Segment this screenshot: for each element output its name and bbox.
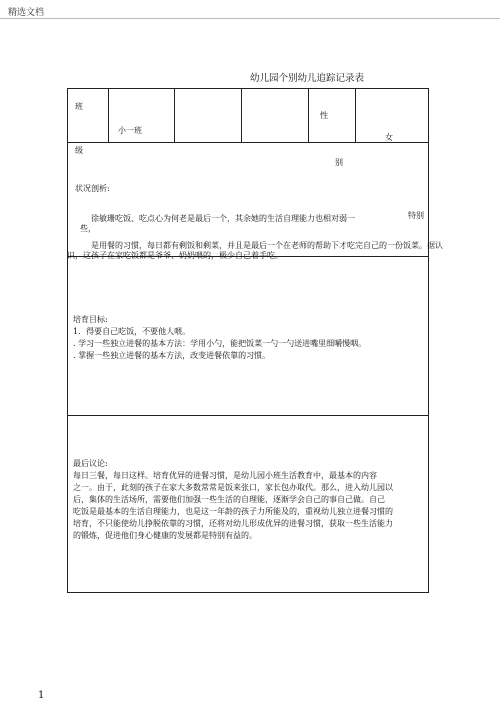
analysis-line-4: 识，这孩子在家吃饭都是爷爷、奶奶喂的，极少自己着手吃。 [67, 251, 283, 260]
class-value: 小一班 [118, 126, 142, 135]
goal-item: . 掌握一些独立进餐的基本方法，改变进餐依靠的习惯。 [73, 351, 271, 360]
info-row-col-3 [241, 88, 242, 142]
analysis-label: 状况剖析: [75, 184, 110, 193]
page-title: 幼儿园个别幼儿追踪记录表 [250, 73, 365, 84]
analysis-line-1: 徐敏珊吃饭、吃点心为何老是最后一个，其余她的生活自理能力也相对弱一 [91, 214, 355, 223]
info-row-col-4 [308, 88, 309, 142]
gender-value: 女 [385, 133, 393, 142]
class-label-continued: 级 [75, 146, 83, 155]
goal-item: . 学习一些独立进餐的基本方法：学用小勺，能把饭菜一勺一勺送进嘴里细嚼慢咽。 [73, 339, 367, 348]
header-divider [0, 18, 500, 19]
info-row-divider [67, 142, 429, 143]
discussion-line: 每日三餐，每日这样。培育优异的进餐习惯，是幼儿园小班生活教育中，最基本的内容 [73, 471, 377, 480]
info-row-col-1 [108, 88, 109, 142]
document-header: 精选文档 [8, 8, 45, 18]
analysis-line-2: 些， [80, 224, 96, 233]
class-label: 班 [75, 102, 83, 111]
analysis-line-3: 是用餐的习惯，每日都有剩饭和剩菜，并且是最后一个在老师的帮助下才吃完自己的一份饭菜。据认 [91, 241, 443, 250]
discussion-line: 培育，不只能使幼儿挣脱依靠的习惯，还将对幼儿形成优异的进餐习惯，获取一些生活能力 [73, 519, 393, 528]
goals-label: 培育目标: [73, 315, 108, 324]
info-row-col-2 [174, 88, 175, 142]
page-number: 1 [38, 690, 45, 701]
discussion-line: 后，集体的生活场所，需要他们加强一些生活的自理能，逐渐学会自己的事自己做。自己 [73, 495, 385, 504]
analysis-side-label: 特别 [408, 211, 424, 220]
discussion-line: 吃饭是最基本的生活自理能力，也是这一年龄的孩子力所能及的，重视幼儿独立进餐习惯的 [73, 507, 393, 516]
goal-item: 1．得要自己吃饭，不要他人喂。 [73, 327, 191, 336]
discussion-line: 之一。由于，此刻的孩子在家大多数常常是饭来张口，家长包办取代。那么，进入幼儿园以 [73, 483, 393, 492]
discussion-line: 的锻炼，促进他们身心健康的发展都是特别有益的。 [73, 531, 257, 540]
info-row-col-5 [355, 88, 356, 142]
gender-label: 性 [320, 111, 328, 120]
goals-divider [67, 415, 429, 416]
discussion-label: 最后议论: [73, 459, 108, 468]
gender-label-continued: 别 [335, 158, 343, 167]
